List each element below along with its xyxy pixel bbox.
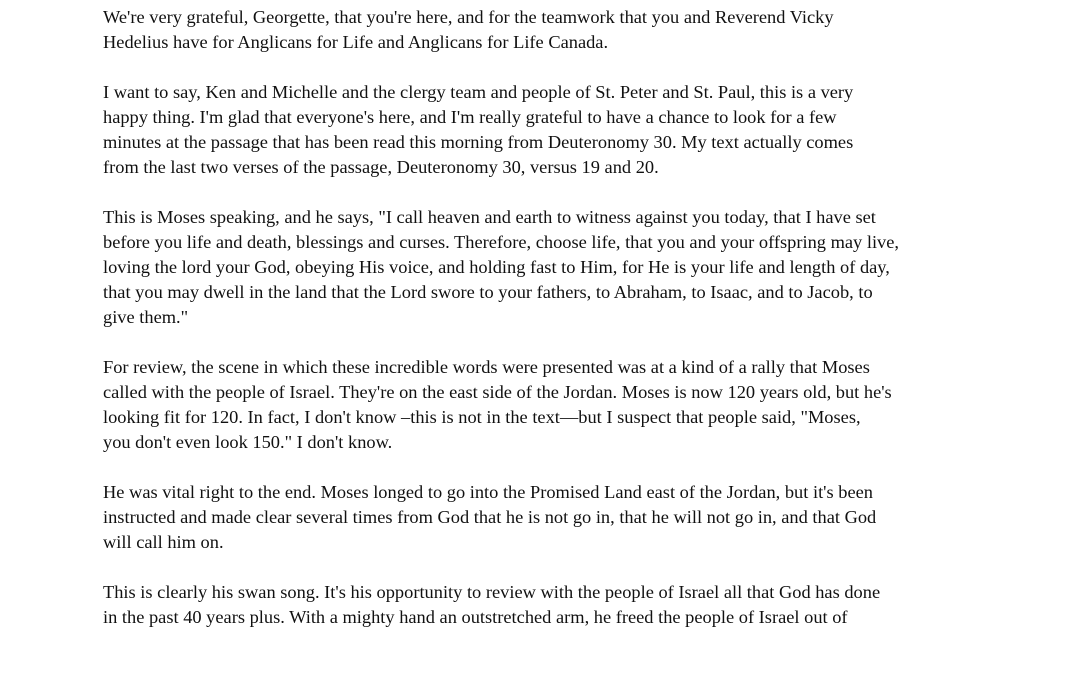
- paragraph-4: [103, 355, 983, 455]
- text-line: I want to say, Ken and Michelle and the clergy team and people of St. Peter and St. Paul, this is a very: [103, 82, 854, 102]
- text-line: looking fit for 120. In fact, I don't know –this is not in the text—but I suspect that people said, "Moses,: [103, 407, 861, 427]
- text-line: happy thing. I'm glad that everyone's here, and I'm really grateful to have a chance to look for a few: [103, 107, 837, 127]
- text-line: give them.": [103, 307, 189, 327]
- paragraph-3: [103, 205, 983, 330]
- paragraph-1: [103, 5, 983, 55]
- text-line: will call him on.: [103, 532, 224, 552]
- text-line: loving the lord your God, obeying His voice, and holding fast to Him, for He is your life and length of day,: [103, 257, 890, 277]
- text-line: in the past 40 years plus. With a mighty hand an outstretched arm, he freed the people of Israel out of: [103, 607, 848, 627]
- paragraph-2: [103, 80, 983, 180]
- text-line: instructed and made clear several times from God that he is not go in, that he will not go in, and that God: [103, 507, 877, 527]
- paragraph-5: [103, 480, 983, 555]
- text-line: Hedelius have for Anglicans for Life and Anglicans for Life Canada.: [103, 32, 609, 52]
- paragraph-6: [103, 580, 983, 630]
- text-line: For review, the scene in which these incredible words were presented was at a kind of a rally that Moses: [103, 357, 870, 377]
- text-line: that you may dwell in the land that the Lord swore to your fathers, to Abraham, to Isaac, and to Jacob, to: [103, 282, 873, 302]
- text-line: from the last two verses of the passage, Deuteronomy 30, versus 19 and 20.: [103, 157, 659, 177]
- text-line: This is Moses speaking, and he says, "I call heaven and earth to witness against you today, that I have set: [103, 207, 876, 227]
- text-line: before you life and death, blessings and curses. Therefore, choose life, that you and your offspring may live,: [103, 232, 900, 252]
- text-line: He was vital right to the end. Moses longed to go into the Promised Land east of the Jordan, but it's been: [103, 482, 873, 502]
- text-line: This is clearly his swan song. It's his opportunity to review with the people of Israel all that God has done: [103, 582, 881, 602]
- sermon-text: [103, 5, 983, 655]
- text-line: called with the people of Israel. They're on the east side of the Jordan. Moses is now 120 years old, but he's: [103, 382, 892, 402]
- text-line: minutes at the passage that has been read this morning from Deuteronomy 30. My text actually comes: [103, 132, 854, 152]
- text-line: you don't even look 150." I don't know.: [103, 432, 393, 452]
- text-line: We're very grateful, Georgette, that you're here, and for the teamwork that you and Reverend Vicky: [103, 7, 834, 27]
